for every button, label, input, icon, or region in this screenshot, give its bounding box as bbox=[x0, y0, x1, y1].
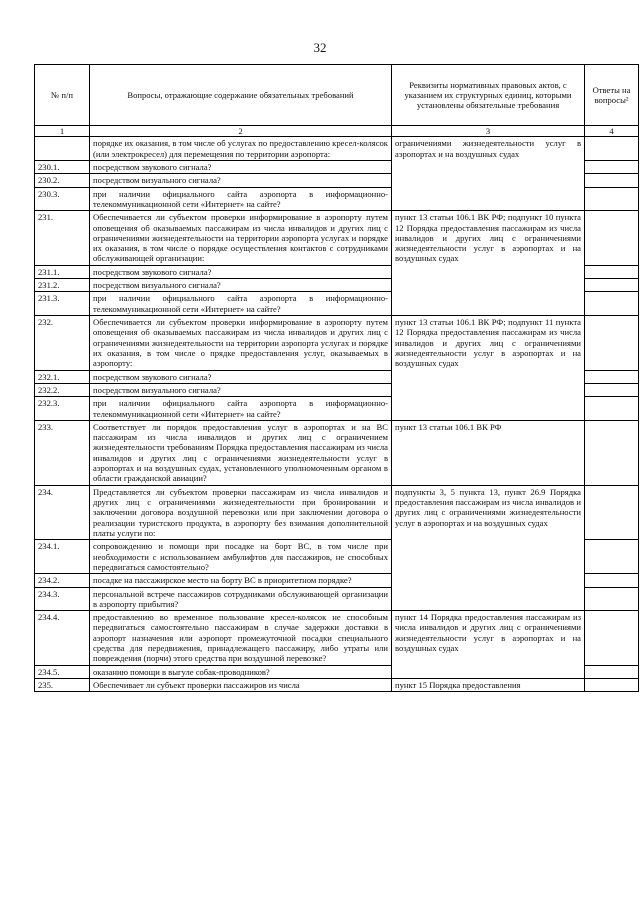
row-answer[interactable] bbox=[585, 187, 639, 211]
row-answer[interactable] bbox=[585, 316, 639, 371]
row-question: посредством визуального сигнала? bbox=[90, 383, 392, 396]
row-answer[interactable] bbox=[585, 370, 639, 383]
row-question: при наличии официального сайта аэропорта в информационно-телекоммуникационной сети «Интернет» на сайте? bbox=[90, 292, 392, 316]
row-number: 232.2. bbox=[35, 383, 90, 396]
row-number: 232.1. bbox=[35, 370, 90, 383]
row-question: персональной встрече пассажиров сотрудниками обслуживающей организации в аэропорту прибытия? bbox=[90, 587, 392, 611]
row-number: 232. bbox=[35, 316, 90, 371]
column-number: 1 bbox=[35, 126, 90, 137]
row-answer[interactable] bbox=[585, 540, 639, 574]
row-question: порядке их оказания, в том числе об услугах по предоставлению кресел-колясок (или электрокресел) для перемещения по территории аэропорта: bbox=[90, 137, 392, 161]
row-question: посредством звукового сигнала? bbox=[90, 370, 392, 383]
row-answer[interactable] bbox=[585, 397, 639, 421]
row-answer[interactable] bbox=[585, 611, 639, 666]
row-number: 231.3. bbox=[35, 292, 90, 316]
row-requisites: ограничениями жизнедеятельности услуг в аэропортах и на воздушных судах bbox=[392, 137, 585, 211]
row-answer[interactable] bbox=[585, 279, 639, 292]
row-question: Обеспечивает ли субъект проверки пассажиров из числа bbox=[90, 679, 392, 692]
header-requisites: Реквизиты нормативных правовых актов, с указанием их структурных единиц, которыми установлены обязательные требования bbox=[392, 65, 585, 126]
row-question: Обеспечивается ли субъектом проверки информирование в аэропорту путем оповещения об оказываемых пассажирам из числа инвалидов и других лиц с ограничениями жизнедеятельности на территории аэропорта услугах и порядке их оказания, в том числе о прядке предоставления услуг, оказываемых в аэропорту: bbox=[90, 316, 392, 371]
row-answer[interactable] bbox=[585, 265, 639, 278]
row-number: 234.5. bbox=[35, 665, 90, 678]
row-answer[interactable] bbox=[585, 485, 639, 540]
row-answer[interactable] bbox=[585, 292, 639, 316]
row-question: оказанию помощи в выгуле собак-проводников? bbox=[90, 665, 392, 678]
row-question: сопровождению и помощи при посадке на борт ВС, в том числе при необходимости с использованием амбулифтов для пассажиров, не способных передвигаться самостоятельно? bbox=[90, 540, 392, 574]
header-questions: Вопросы, отражающие содержание обязательных требований bbox=[90, 65, 392, 126]
table-header-row bbox=[35, 65, 639, 126]
row-number: 230.2. bbox=[35, 174, 90, 187]
column-number: 3 bbox=[392, 126, 585, 137]
table-row bbox=[35, 137, 639, 161]
row-requisites: пункт 14 Порядка предоставления пассажирам из числа инвалидов и других лиц с ограничениями жизнедеятельности услуг в аэропортах и на воздушных судах bbox=[392, 611, 585, 679]
table-row bbox=[35, 420, 639, 485]
row-number: 231.2. bbox=[35, 279, 90, 292]
table-row bbox=[35, 316, 639, 371]
row-question: при наличии официального сайта аэропорта в информационно-телекоммуникационной сети «Интернет» на сайте? bbox=[90, 397, 392, 421]
column-number-row bbox=[35, 126, 639, 137]
row-number: 234. bbox=[35, 485, 90, 540]
row-answer[interactable] bbox=[585, 137, 639, 161]
requirements-table bbox=[34, 64, 639, 692]
row-question: посредством звукового сигнала? bbox=[90, 160, 392, 173]
row-answer[interactable] bbox=[585, 383, 639, 396]
row-number: 235. bbox=[35, 679, 90, 692]
row-number: 234.4. bbox=[35, 611, 90, 666]
page-number: 32 bbox=[313, 40, 327, 55]
header-number: № п/п bbox=[35, 65, 90, 126]
row-requisites: подпункты 3, 5 пункта 13, пункт 26.9 Порядка предоставления пассажирам из числа инвалидов и других лиц с ограничениями жизнедеятельности услуг в аэропортах и на воздушных судах bbox=[392, 485, 585, 610]
table-row bbox=[35, 211, 639, 266]
row-answer[interactable] bbox=[585, 587, 639, 611]
row-answer[interactable] bbox=[585, 574, 639, 587]
row-number: 230.1. bbox=[35, 160, 90, 173]
row-question: посредством визуального сигнала? bbox=[90, 279, 392, 292]
row-number: 234.3. bbox=[35, 587, 90, 611]
row-question: посадке на пассажирское место на борту ВС в приоритетном порядке? bbox=[90, 574, 392, 587]
row-requisites: пункт 13 статьи 106.1 ВК РФ; подпункт 11 пункта 12 Порядка предоставления пассажирам из числа инвалидов и других лиц с ограничениями жизнедеятельности услуг в аэропортах и на воздушных судах bbox=[392, 316, 585, 421]
column-number: 2 bbox=[90, 126, 392, 137]
row-question: Обеспечивается ли субъектом проверки информирование в аэропорту путем оповещения об оказываемых пассажирам из числа инвалидов и других лиц с ограничениями жизнедеятельности на территории аэропорта услугах и порядке их оказания, в том числе о порядке осуществления контактов с сотрудниками обслуживающей организации: bbox=[90, 211, 392, 266]
row-answer[interactable] bbox=[585, 665, 639, 678]
row-question: Соответствует ли порядок предоставления услуг в аэропортах и на ВС пассажирам из числа инвалидов и других лиц с ограничением жизнедеятельности требованиям Порядка предоставления пассажирам из числа инвалидов и других лиц с ограничениями жизнедеятельности услуг в аэропортах и на воздушных судах, установленного уполномоченным органом в области гражданской авиации? bbox=[90, 420, 392, 485]
row-question: при наличии официального сайта аэропорта в информационно-телекоммуникационной сети «Интернет» на сайте? bbox=[90, 187, 392, 211]
row-requisites: пункт 15 Порядка предоставления bbox=[392, 679, 585, 692]
row-number: 234.1. bbox=[35, 540, 90, 574]
row-number bbox=[35, 137, 90, 161]
row-number: 232.3. bbox=[35, 397, 90, 421]
row-number: 231.1. bbox=[35, 265, 90, 278]
row-answer[interactable] bbox=[585, 679, 639, 692]
row-number: 230.3. bbox=[35, 187, 90, 211]
row-number: 234.2. bbox=[35, 574, 90, 587]
header-answers: Ответы на вопросы² bbox=[585, 65, 639, 126]
row-question: посредством звукового сигнала? bbox=[90, 265, 392, 278]
row-requisites: пункт 13 статьи 106.1 ВК РФ; подпункт 10 пункта 12 Порядка предоставления пассажирам из числа инвалидов и других лиц с ограничениями жизнедеятельности услуг в аэропортах и на воздушных судах bbox=[392, 211, 585, 316]
row-question: предоставлению во временное пользование кресел-колясок не способным передвигаться самостоятельно пассажирам в случае задержки доставки в аэропорт назначения или аэропорт промежуточной посадки специального средства для передвижения, принадлежащего пассажиру, либо утраты или повреждения (порчи) этого средства при воздушной перевозке? bbox=[90, 611, 392, 666]
row-requisites: пункт 13 статьи 106.1 ВК РФ bbox=[392, 420, 585, 485]
row-number: 233. bbox=[35, 420, 90, 485]
column-number: 4 bbox=[585, 126, 639, 137]
row-answer[interactable] bbox=[585, 211, 639, 266]
row-question: Представляется ли субъектом проверки пассажирам из числа инвалидов и других лиц с ограничениями жизнедеятельности при бронировании и заключении договора воздушной перевозки или при заключении договора о реализации туристского продукта, в аэропорту без взимания дополнительной платы услуги по: bbox=[90, 485, 392, 540]
table-row bbox=[35, 679, 639, 692]
row-number: 231. bbox=[35, 211, 90, 266]
table-row bbox=[35, 485, 639, 540]
row-question: посредством визуального сигнала? bbox=[90, 174, 392, 187]
row-answer[interactable] bbox=[585, 160, 639, 173]
row-answer[interactable] bbox=[585, 420, 639, 485]
row-answer[interactable] bbox=[585, 174, 639, 187]
table-row bbox=[35, 611, 639, 666]
